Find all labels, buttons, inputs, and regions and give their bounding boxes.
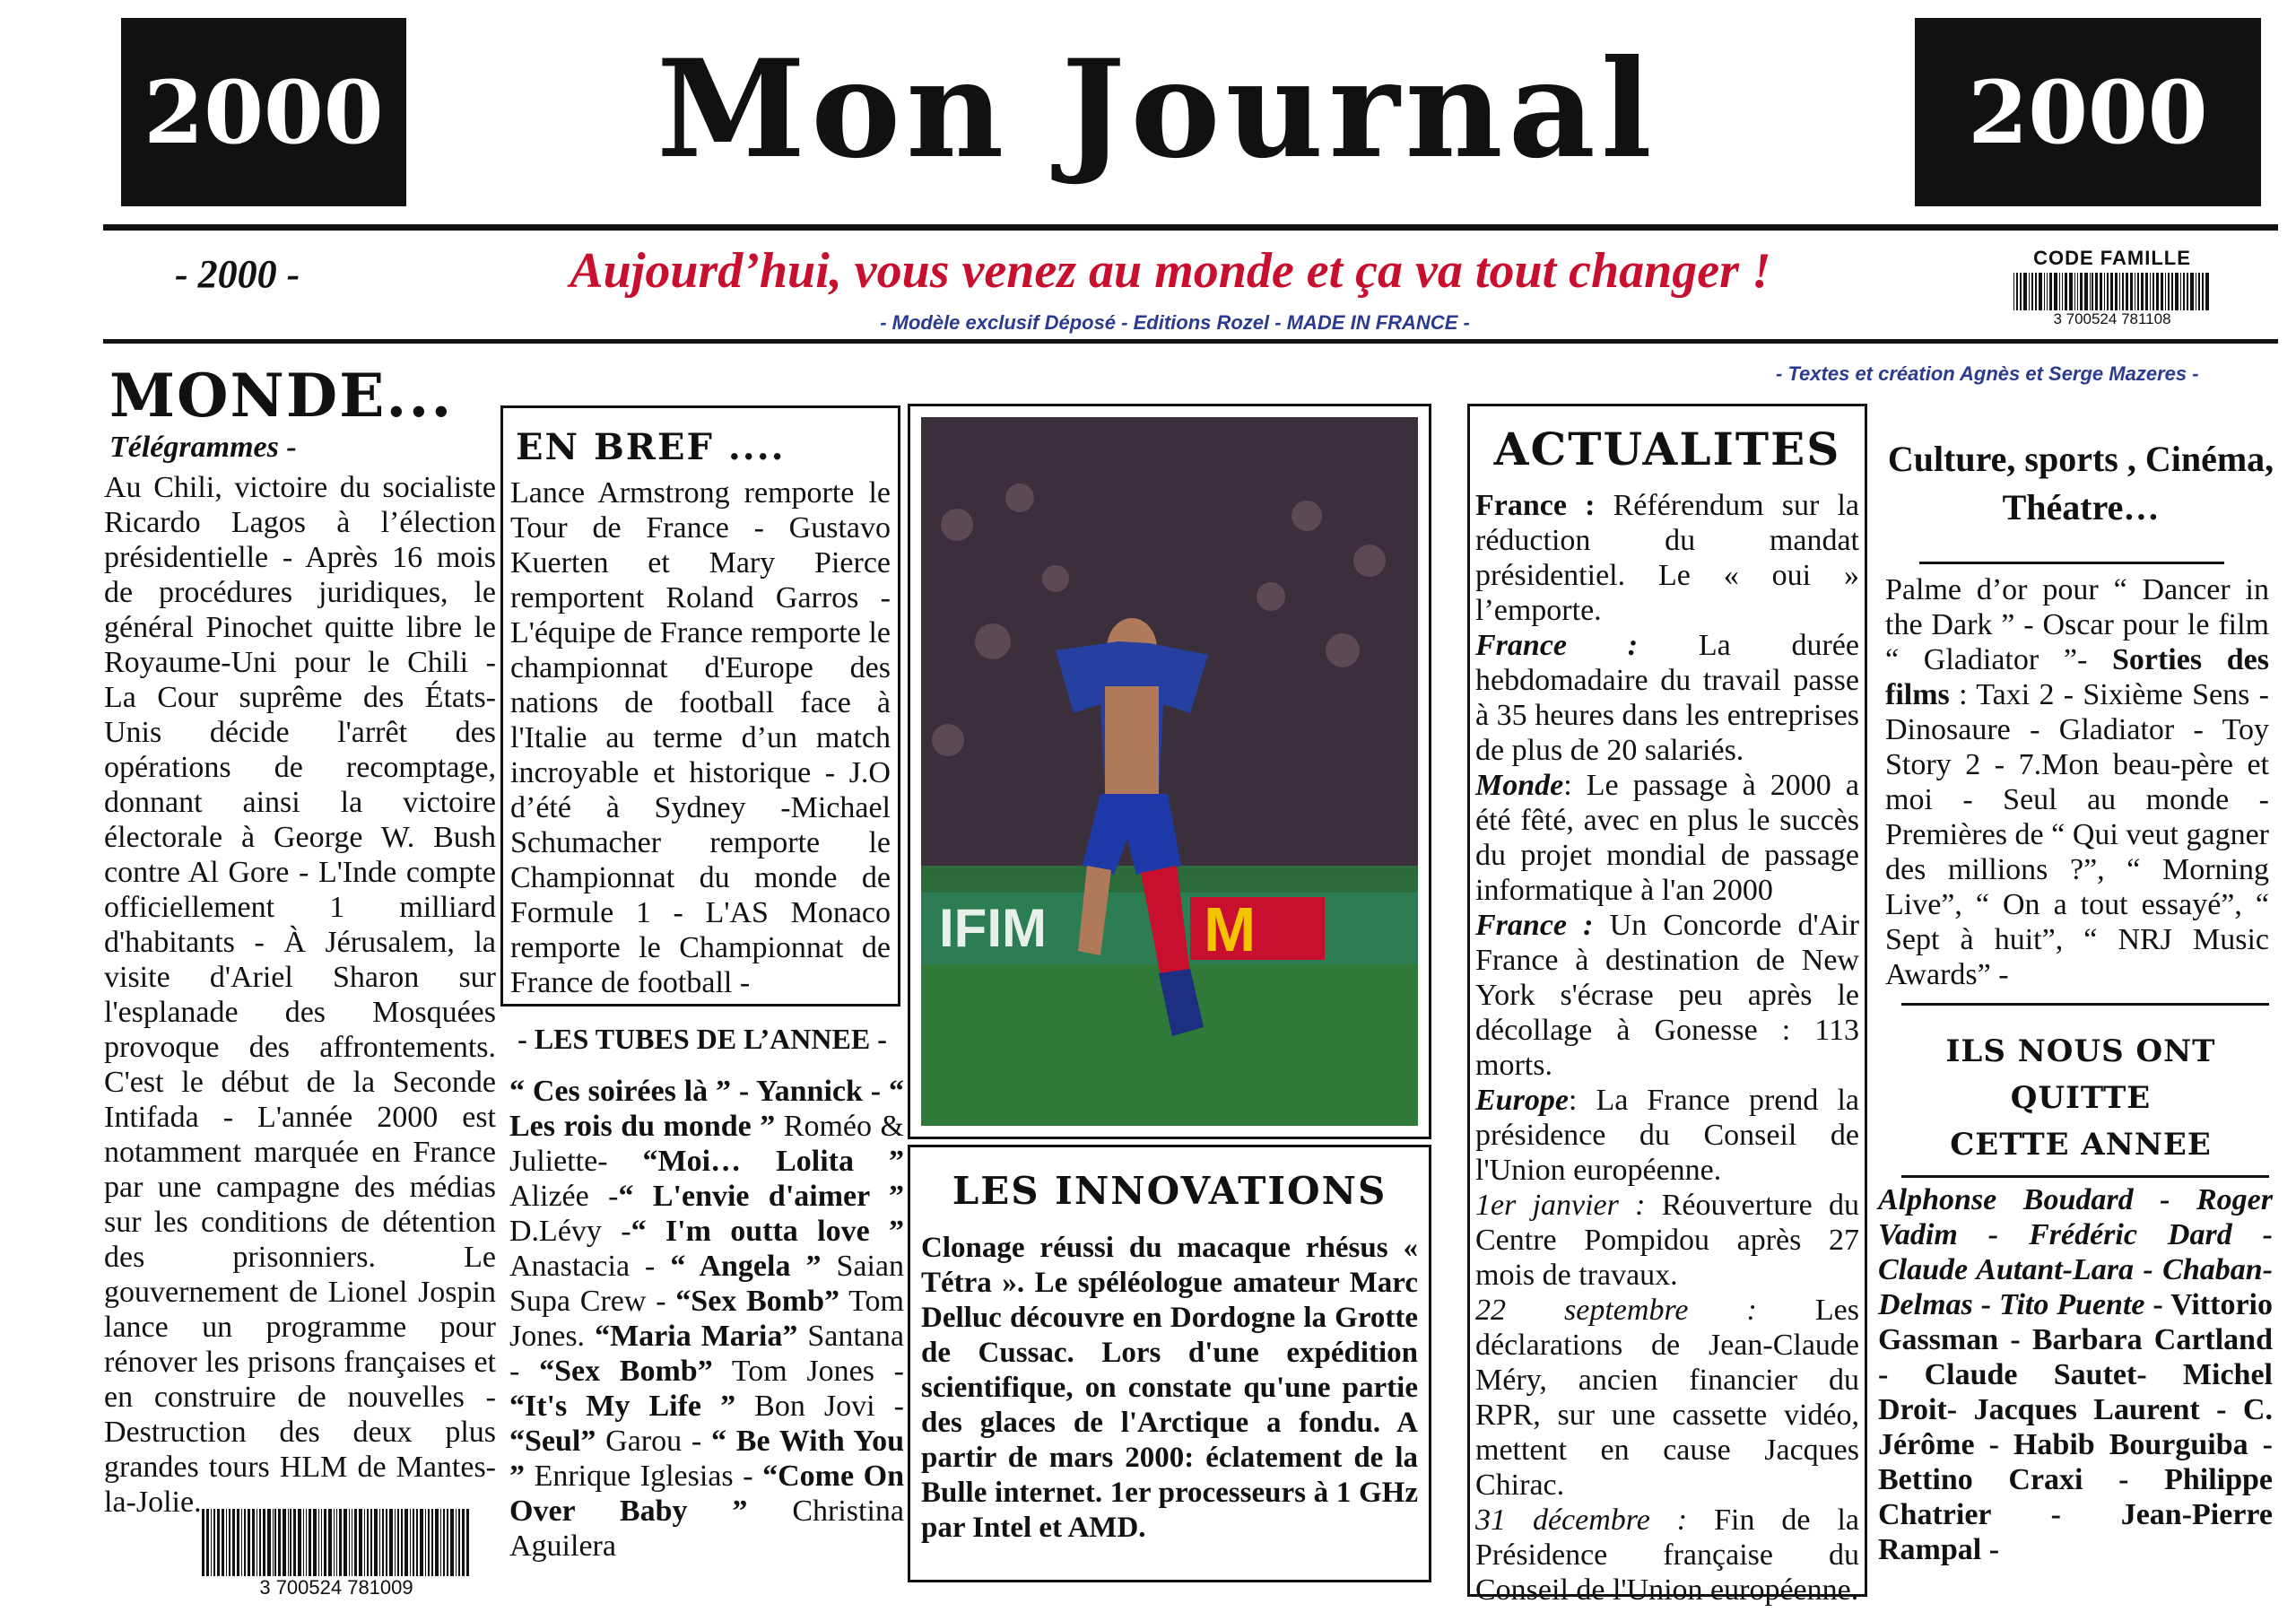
quitte-rule xyxy=(1901,1175,2269,1178)
tube-song: “ L'envie d'aimer ” xyxy=(618,1180,905,1213)
barcode-bar xyxy=(229,1509,230,1576)
bref-heading: EN BREF .... xyxy=(516,426,786,468)
barcode-bar xyxy=(244,1509,246,1576)
code-label: CODE FAMILLE xyxy=(2033,247,2191,269)
barcode-bar xyxy=(420,1509,423,1576)
barcode-bar xyxy=(2062,273,2064,310)
barcode-bar xyxy=(458,1509,460,1576)
barcode-bar xyxy=(288,1509,289,1576)
barcode-bar xyxy=(354,1509,357,1576)
barcode-bar xyxy=(2049,273,2052,310)
year-left: 2000 xyxy=(144,61,384,163)
year-box-right xyxy=(1915,18,2261,206)
barcode-bar xyxy=(2205,273,2209,310)
barcode-bar xyxy=(2190,273,2194,310)
barcode-bar xyxy=(2020,273,2022,310)
barcode-bar xyxy=(2059,273,2060,310)
barcode-bar xyxy=(410,1509,411,1576)
barcode-bar xyxy=(2171,273,2174,310)
barcode-bar xyxy=(2080,273,2083,310)
barcode-bar xyxy=(2150,273,2151,310)
quitte-heading-line-1: ILS NOUS ONT xyxy=(1945,1033,2216,1069)
barcode-bar xyxy=(2029,273,2030,310)
code-number: 3 700524 781108 xyxy=(2053,310,2171,327)
culture-rule xyxy=(1919,562,2224,564)
barcode-bar xyxy=(2165,273,2166,310)
tube-artist: Roméo & Juliette- xyxy=(509,1110,904,1178)
tubes-heading: - LES TUBES DE L’ANNEE - xyxy=(517,1023,887,1055)
year-right: 2000 xyxy=(1968,61,2208,163)
actualite-label: France : xyxy=(1475,629,1639,662)
barcode-bar xyxy=(431,1509,434,1576)
actualite-text: Fin de la Présidence française du Conseil de l'Union européenne. xyxy=(1475,1503,1860,1607)
barcode-bar xyxy=(2039,273,2042,310)
tube-song: “ Ces soirées là ” - Yannick xyxy=(509,1075,863,1108)
year-small: - 2000 - xyxy=(175,252,300,296)
actualite-item xyxy=(1475,908,1859,1083)
barcode-bar xyxy=(213,1509,215,1576)
actualite-item xyxy=(1475,768,1859,908)
barcode-bar xyxy=(2156,273,2159,310)
barcode-bar xyxy=(273,1509,274,1576)
barcode-bar xyxy=(2084,273,2088,310)
tube-artist: Alizée - xyxy=(509,1180,619,1213)
barcode-bar xyxy=(309,1509,311,1576)
tube-song: “Seul” xyxy=(509,1425,596,1458)
barcode-bar xyxy=(404,1509,408,1576)
bref-box xyxy=(500,405,900,1007)
barcode-bar xyxy=(298,1509,301,1576)
culture-text-part: Sorties des films xyxy=(1885,643,2269,711)
barcode-bar xyxy=(370,1509,373,1576)
barcode-bar xyxy=(450,1509,454,1576)
barcode-bar xyxy=(206,1509,210,1576)
monde-paragraph: Au Chili, victoire du socialiste Ricardo Lagos à l’élection présidentielle - Après 16 mois de procédures juridiques, le général Pinochet quitte libre le Royaume-Uni pour le Chili - La Cour suprême des États-Unis décide l'arrêt des opérations de recomptage, donnant ainsi la victoire électorale à George W. Bush contre Al Gore - L'Inde compte officiellement 1 milliard d'habitants - À Jérusalem, la visite d'Ariel Sharon sur l'esplanade des Mosquées provoque des affrontements. C'est le début de la Seconde Intifada - L'année 2000 est notamment marquée en France par une campagne des médias sur les conditions de détention des prisonniers. Le gouvernement de Lionel Jospin lance un programme pour rénover les prisons françaises et en construire de nouvelles - Destruction des deux plus grandes tours HLM de Mantes-la-Jolie. xyxy=(104,471,496,1519)
barcode-bar xyxy=(334,1509,335,1576)
tube-song: “It's My Life ” xyxy=(509,1390,736,1423)
barcode-bar xyxy=(232,1509,235,1576)
actualite-text: : Le passage à 2000 a été fêté, avec en plus le succès du projet mondial de passage informatique à l'an 2000 xyxy=(1475,769,1859,907)
barcode-bar xyxy=(2126,273,2128,310)
quitte-text-part: Alphonse Boudard - Roger Vadim - Frédéric Dard - Claude Autant-Lara - Chaban-Delmas - Tito Puente xyxy=(1878,1183,2273,1321)
barcode-bar xyxy=(2069,273,2073,310)
tube-song: “Maria Maria” xyxy=(595,1320,798,1353)
barcode-bar xyxy=(290,1509,291,1576)
barcode-bar xyxy=(462,1509,465,1576)
barcode-bar xyxy=(241,1509,242,1576)
year-box-left xyxy=(121,18,406,206)
barcode-bar xyxy=(466,1509,470,1576)
barcode-bar xyxy=(425,1509,426,1576)
barcode-bar xyxy=(263,1509,265,1576)
barcode-bar xyxy=(211,1509,212,1576)
monde-barcode-block xyxy=(202,1509,471,1599)
tube-song: “Sex Bomb” xyxy=(539,1355,713,1388)
quitte-text xyxy=(1878,1182,2273,1567)
code-famille xyxy=(2013,247,2211,328)
innovations-box xyxy=(908,1145,1431,1582)
barcode-bar xyxy=(443,1509,445,1576)
bottom-rule xyxy=(103,339,2278,344)
tubes-list xyxy=(509,1074,904,1564)
tube-song: “Sex Bomb” xyxy=(675,1285,839,1318)
barcode-bar xyxy=(374,1509,378,1576)
tube-song: “Moi… Lolita ” xyxy=(642,1145,904,1178)
barcode-bar xyxy=(336,1509,338,1576)
barcode-bar xyxy=(401,1509,404,1576)
barcode-bar xyxy=(2065,273,2067,310)
barcode-bar xyxy=(2122,273,2124,310)
tube-song: “ I'm outta love ” xyxy=(631,1215,904,1248)
barcode-bar xyxy=(226,1509,227,1576)
photo-frame xyxy=(908,404,1431,1139)
barcode-bar xyxy=(364,1509,365,1576)
barcode-bar xyxy=(2090,273,2091,310)
barcode-bar xyxy=(283,1509,286,1576)
actualite-label: France : xyxy=(1475,909,1594,942)
barcode-bar xyxy=(324,1509,326,1576)
barcode-bar xyxy=(397,1509,399,1576)
barcode-bar xyxy=(2141,273,2144,310)
culture-text-part: : Taxi 2 - Sixième Sens - Dinosaure - Gladiator - Toy Story 2 - 7.Mon beau-père et moi - Seul au monde - Premières de “ Qui veut gagner des millions ?”, “ Morning Live”, “ On a tout essayé”, “ Sept à huit”, “ NRJ Music Awards” - xyxy=(1885,678,2269,991)
monde-heading: MONDE... xyxy=(109,361,454,431)
tube-artist: Christina Aguilera xyxy=(509,1495,904,1563)
barcode-bar xyxy=(222,1509,225,1576)
barcode-bar xyxy=(318,1509,319,1576)
culture-bottom-rule xyxy=(1901,1003,2269,1006)
barcode-bar xyxy=(2095,273,2098,310)
actualite-item xyxy=(1475,1503,1859,1608)
culture-text-part: Palme d’or pour “ Dancer in the Dark ” - Oscar pour le film “ Gladiator ”- xyxy=(1885,573,2269,676)
credits: - Textes et création Agnès et Serge Mazeres - xyxy=(1776,362,2199,385)
barcode-bar xyxy=(2107,273,2109,310)
barcode-bar xyxy=(435,1509,439,1576)
actualites-heading: ACTUALITES xyxy=(1493,423,1841,475)
actualite-label: 22 septembre : xyxy=(1475,1294,1757,1327)
tube-artist: Garou - xyxy=(596,1425,711,1458)
barcode-bar xyxy=(2044,273,2045,310)
innovations-heading: LES INNOVATIONS xyxy=(952,1169,1387,1213)
actualite-item xyxy=(1475,1083,1859,1188)
actualite-text: Réouverture du Centre Pompidou après 27 mois de travaux. xyxy=(1475,1189,1859,1292)
actualite-text: Référendum sur la réduction du mandat présidentiel. Le « oui » l’emporte. xyxy=(1475,489,1859,627)
actualite-label: France : xyxy=(1475,489,1596,522)
actualite-item xyxy=(1475,1293,1859,1503)
barcode-bar xyxy=(259,1509,261,1576)
actualite-text: : La France prend la présidence du Conseil de l'Union européenne. xyxy=(1475,1084,1859,1187)
actualite-item xyxy=(1475,1188,1859,1293)
barcode-bar xyxy=(2047,273,2048,310)
barcode-bar xyxy=(344,1509,347,1576)
barcode-bar xyxy=(2104,273,2105,310)
tube-song: - “ Les rois du monde ” xyxy=(509,1075,904,1143)
barcode-bar xyxy=(2110,273,2113,310)
barcode-bar xyxy=(416,1509,419,1576)
tube-artist: Santana - xyxy=(509,1320,904,1388)
innovations-text: Clonage réussi du macaque rhésus « Tétra ». Le spéléologue amateur Marc Delluc découvre en Dordogne la Grotte de Cussac. Lors d'une expédition scientifique, on constate qu'une partie des glaces de l'Arctique a fondu. A partir de mars 2000: éclatement de la Bulle internet. 1er processeurs à 1 GHz par Intel et AMD. xyxy=(921,1232,1418,1544)
barcode-bar xyxy=(2145,273,2149,310)
barcode-bar xyxy=(328,1509,332,1576)
barcode-bar xyxy=(359,1509,362,1576)
actualite-text: Un Concorde d'Air France à destination de New York s'écrase peu après le décollage à Gonesse : 113 morts. xyxy=(1475,909,1859,1082)
barcode-bar xyxy=(2035,273,2038,310)
barcode-bar xyxy=(278,1509,281,1576)
masthead-title: Mon Journal xyxy=(657,31,1657,188)
barcode-bar xyxy=(2180,273,2181,310)
actualites-box xyxy=(1467,404,1867,1607)
actualite-label: 31 décembre : xyxy=(1475,1503,1688,1537)
tube-artist: Anastacia - xyxy=(509,1250,671,1283)
tube-song: “Come On Over Baby ” xyxy=(509,1460,905,1528)
barcode-bar xyxy=(386,1509,388,1576)
barcode-bar xyxy=(382,1509,384,1576)
barcode-bar xyxy=(440,1509,441,1576)
actualite-text: La durée hebdomadaire du travail passe à 35 heures dans les entreprises de plus de 20 salariés. xyxy=(1475,629,1859,767)
svg-text:IFIM: IFIM xyxy=(939,898,1047,958)
culture-text xyxy=(1885,572,2269,992)
barcode-bar xyxy=(2187,273,2189,310)
barcode-bar xyxy=(2054,273,2057,310)
barcode-bar xyxy=(313,1509,317,1576)
barcode-bar xyxy=(456,1509,457,1576)
monde-text xyxy=(104,470,496,1520)
barcode-bar xyxy=(293,1509,296,1576)
barcode-bar xyxy=(349,1509,350,1576)
actualite-label: Monde xyxy=(1475,769,1564,802)
barcode-bar xyxy=(2013,273,2014,310)
barcode-bar xyxy=(2119,273,2120,310)
tube-artist: Tom Jones - xyxy=(712,1355,904,1388)
quitte-heading-line-2: QUITTE xyxy=(2010,1080,2152,1116)
barcode-bar xyxy=(2175,273,2179,310)
monde-subheading: Télégrammes - xyxy=(109,431,297,464)
barcode-bar xyxy=(428,1509,430,1576)
actualites-list xyxy=(1475,488,1859,1608)
barcode-bar xyxy=(395,1509,396,1576)
actualite-label: 1er janvier : xyxy=(1475,1189,1646,1222)
barcode-bar xyxy=(2168,273,2170,310)
barcode-bar xyxy=(2100,273,2103,310)
quitte-heading-line-3: CETTE ANNEE xyxy=(1950,1127,2212,1163)
barcode-bar xyxy=(2137,273,2139,310)
actualite-item xyxy=(1475,488,1859,628)
football-player-illustration xyxy=(921,417,1418,1126)
tube-artist: D.Lévy - xyxy=(509,1215,631,1248)
barcode-bar xyxy=(447,1509,449,1576)
barcode-bar xyxy=(321,1509,323,1576)
barcode-bar xyxy=(267,1509,271,1576)
barcode-bar xyxy=(202,1509,204,1576)
barcode-bar xyxy=(2161,273,2164,310)
barcode-bar xyxy=(339,1509,342,1576)
barcode-bar xyxy=(217,1509,220,1576)
quitte-text-part: - Vittorio Gassman - Barbara Cartland - Claude Sautet- Michel Droit- Jacques Laurent - C. Jérôme - Habib Bourguiba - Bettino Craxi - Philippe Chatrier - Jean-Pierre Rampal - xyxy=(1878,1288,2273,1566)
tube-artist: Saian Supa Crew - xyxy=(509,1250,904,1318)
barcode-bar xyxy=(248,1509,250,1576)
barcode-bar xyxy=(252,1509,256,1576)
culture-heading: Culture, sports , Cinéma, Théatre… xyxy=(1887,439,2274,527)
barcode-bar xyxy=(2077,273,2079,310)
barcode-bar xyxy=(2023,273,2027,310)
barcode-bar xyxy=(2198,273,2200,310)
barcode-bar xyxy=(2202,273,2205,310)
barcode-bar xyxy=(389,1509,393,1576)
tube-song: “ Angela ” xyxy=(670,1250,822,1283)
bref-text: Lance Armstrong remporte le Tour de France - Gustavo Kuerten et Mary Pierce remportent Roland Garros - L'équipe de France remporte le championnat d'Europe des nations de football face à l'Italie au terme d’un match incroyable et historique - J.O d’été à Sydney -Michael Schumacher remporte le Championnat du monde de Formule 1 - L'AS Monaco remporte le Championnat de France de football - xyxy=(510,476,891,999)
subline: - Modèle exclusif Déposé - Editions Rozel - MADE IN FRANCE - xyxy=(880,311,1470,334)
football-photo xyxy=(921,417,1418,1126)
barcode-bar xyxy=(2115,273,2118,310)
barcode-bar xyxy=(352,1509,353,1576)
barcode-bar xyxy=(367,1509,369,1576)
barcode-bar xyxy=(274,1509,276,1576)
top-rule xyxy=(103,224,2278,231)
actualite-label: Europe xyxy=(1475,1084,1569,1117)
tube-artist: Enrique Iglesias - xyxy=(525,1460,763,1493)
quitte-heading xyxy=(1883,1028,2278,1168)
actualite-item xyxy=(1475,628,1859,768)
svg-text:M: M xyxy=(1204,894,1257,964)
barcode-bar xyxy=(237,1509,240,1576)
barcode-bar xyxy=(2074,273,2075,310)
barcode-bar xyxy=(2152,273,2154,310)
monde-barcode-number: 3 700524 781009 xyxy=(259,1576,413,1599)
tagline: Aujourd’hui, vous venez au monde et ça va tout changer ! xyxy=(570,243,1771,299)
barcode-bar xyxy=(306,1509,308,1576)
barcode-bar xyxy=(2016,273,2018,310)
tube-song: “ Be With You ” xyxy=(509,1425,904,1493)
tube-artist: Tom Jones. xyxy=(509,1285,904,1353)
barcode-bar xyxy=(2183,273,2185,310)
monde-barcode xyxy=(202,1509,471,1576)
actualite-text: Les déclarations de Jean-Claude Méry, ancien financier du RPR, sur une cassette vidéo, mettent en cause Jacques Chirac. xyxy=(1475,1294,1860,1502)
barcode-bar xyxy=(379,1509,380,1576)
barcode-bar xyxy=(303,1509,304,1576)
barcode-bar xyxy=(2092,273,2093,310)
tube-artist: Bon Jovi - xyxy=(735,1390,904,1423)
barcode-bar xyxy=(413,1509,414,1576)
code-barcode xyxy=(2013,273,2211,310)
barcode-bar xyxy=(2130,273,2134,310)
barcode-bar xyxy=(2031,273,2033,310)
